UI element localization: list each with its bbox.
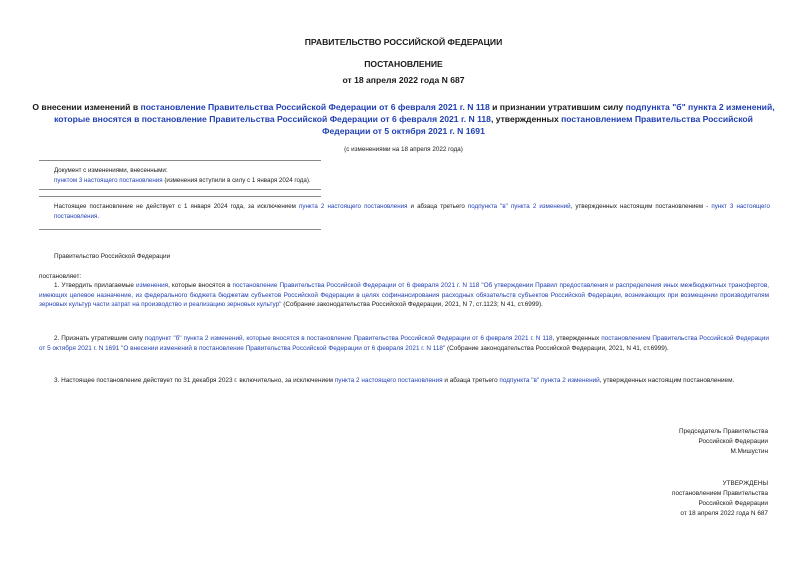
government-heading: ПРАВИТЕЛЬСТВО РОССИЙСКОЙ ФЕДЕРАЦИИ [304,37,503,47]
note-link-punkt-3-second[interactable]: пункт 3 настоящего постановления [54,203,770,220]
signature-country: Российской Федерации [698,438,768,445]
government-line: Правительство Российской Федерации [54,253,171,260]
item-2 [39,334,769,353]
note-validity-text-2: и абзаца третьего [407,203,468,210]
approved-line-4: от 18 апреля 2022 года N 687 [680,510,768,517]
note-link-punkt-3[interactable]: пунктом 3 настоящего постановления [54,177,163,184]
item-2-link-postanovlenie-1691[interactable]: постановлением Правительства Российской Федерации от 5 октября 2021 г. N 1691 "О внесении изменений в постановление Правительства Российской Федерации от 6 февраля 2021 г. N 118" [39,335,769,352]
approved-line-2: постановлением Правительства [672,490,768,497]
signature-position: Председатель Правительства [679,428,768,435]
item-3 [39,376,769,386]
item-3-link-podpunkt-v[interactable]: подпункта "в" пункта 2 изменений [499,377,600,384]
approved-block [600,479,768,519]
item-1-text-c: (Собрание законодательства Российской Федерации, 2021, N 7, ст.1123; N 41, ст.6999). [281,301,543,309]
title-link-postanovlenie-118[interactable]: постановление Правительства Российской Федерации от 6 февраля 2021 г. N 118 [140,102,490,112]
document-title [30,101,777,138]
divider [39,160,321,161]
title-text-3: , утвержденных [490,114,562,125]
item-3-text-a: 3. Настоящее постановление действует по 31 декабря 2023 г. включительно, за исключением [54,377,335,384]
note-changes-rest: (изменения вступили в силу с 1 января 2024 года). [162,177,311,184]
signature-name: М.Мишустин [730,448,768,455]
title-text-1: О внесении изменений в [32,102,141,112]
item-2-link-podpunkt-b[interactable]: подпункт "б" пункта 2 изменений, которые вносятся в постановление Правительства Российской Федерации от 6 февраля 2021 г. N 118 [144,335,553,342]
note-validity [54,202,770,221]
divider [39,189,321,190]
item-1-link-postanovlenie-118[interactable]: постановление Правительства Российской Федерации от 6 февраля 2021 г. N 118 "Об утверждении Правил предоставления и распределения иных межбюджетных трансфертов, имеющих целевое назначение, из федерального бюджета бюджетам субъектов Российской Федерации в целях софинансирования расходных обязательств субъектов Российской Федерации, возникающих при возмещении производителям зерновых культур части затрат на производство и реализацию зерновых культур" [39,282,769,309]
signature-block [600,427,768,457]
note-link-podpunkt-v[interactable]: подпункта "в" пункта 2 изменений [467,203,571,210]
item-3-text-b: и абзаца третьего [442,377,500,384]
item-2-text-c: (Собрание законодательства Российской Федерации, 2021, N 41, ст.6999). [445,344,669,352]
item-3-link-punkt-2[interactable]: пункта 2 настоящего постановления [334,377,443,384]
item-3-text-c: , утвержденных настоящим постановлением. [599,377,735,384]
document-date: от 18 апреля 2022 года N 687 [342,75,465,85]
document-type: ПОСТАНОВЛЕНИЕ [364,59,443,69]
divider [39,229,321,230]
note-validity-text-4: . [97,212,100,220]
revision-status: (с изменениями на 18 апреля 2022 года) [344,146,463,153]
item-1-text-b: , которые вносятся в [168,282,233,289]
note-link-punkt-2[interactable]: пункта 2 настоящего постановления [299,203,408,210]
approved-line-3: Российской Федерации [698,500,768,507]
title-text-2: и признании утратившим силу [489,102,626,112]
divider [39,196,321,197]
item-1-link-izmeneniya[interactable]: изменения [136,282,169,289]
approved-heading: УТВЕРЖДЕНЫ [722,480,768,487]
title-link-postanovlenie-1691[interactable]: постановлением Правительства Российской Федерации от 5 октября 2021 г. N 1691 [322,114,753,137]
title-link-podpunkt-b[interactable]: подпункта "б" пункта 2 изменений, которые вносятся в постановление Правительства Российской Федерации от 6 февраля 2021 г. N 118 [54,102,775,125]
item-1-text-a: 1. Утвердить прилагаемые [54,282,137,289]
note-validity-text-1: Настоящее постановление не действует с 1 января 2024 года, за исключением [54,203,299,210]
item-2-text-a: 2. Признать утратившим силу [54,335,145,342]
item-1 [39,281,769,310]
decides-line: постановляет: [39,273,82,280]
item-2-text-b: , утвержденных [552,335,602,342]
note-changes [54,176,311,186]
note-changes-label: Документ с изменениями, внесенными: [54,167,168,174]
note-validity-text-3: , утвержденных настоящим постановлением - [570,203,712,210]
